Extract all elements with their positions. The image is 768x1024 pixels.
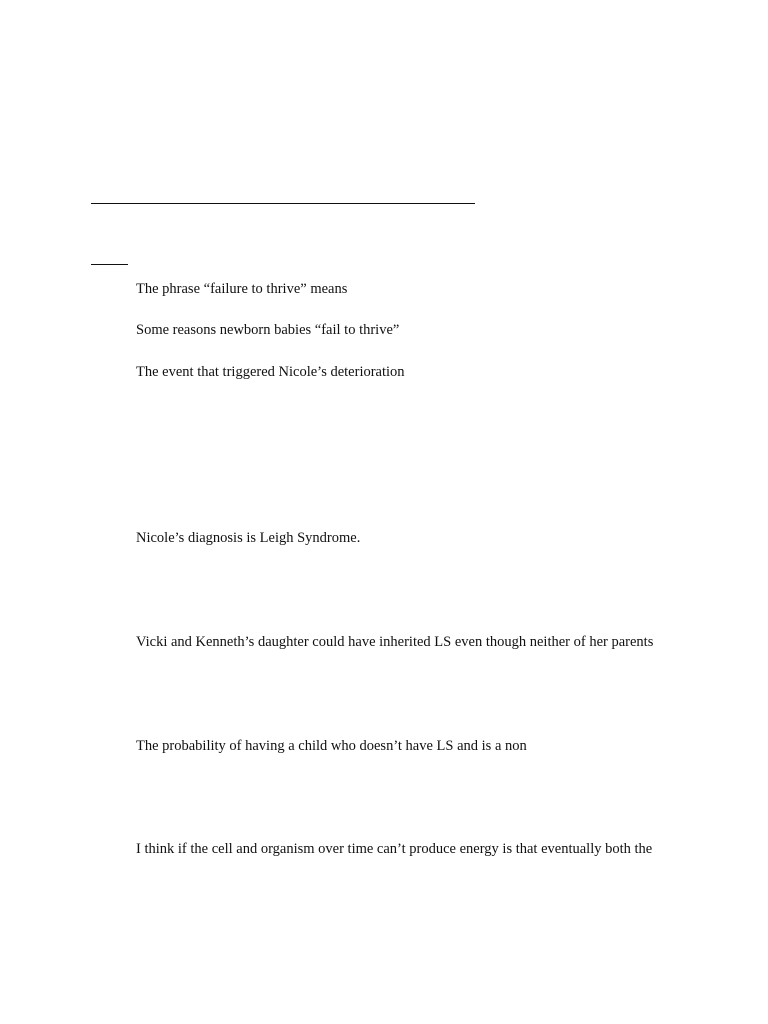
line-trigger-event: The event that triggered Nicole’s deterioration: [136, 364, 405, 380]
line-failure-to-thrive: The phrase “failure to thrive” means: [136, 281, 348, 297]
line-energy: I think if the cell and organism over time can’t produce energy is that eventually both the: [136, 841, 653, 857]
line-reasons: Some reasons newborn babies “fail to thrive”: [136, 322, 400, 338]
name-underline: [91, 203, 475, 204]
line-probability: The probability of having a child who doesn’t have LS and is a non: [136, 738, 527, 754]
short-underline: [91, 264, 128, 265]
line-inheritance: Vicki and Kenneth’s daughter could have inherited LS even though neither of her parents: [136, 634, 654, 650]
line-diagnosis: Nicole’s diagnosis is Leigh Syndrome.: [136, 530, 361, 546]
